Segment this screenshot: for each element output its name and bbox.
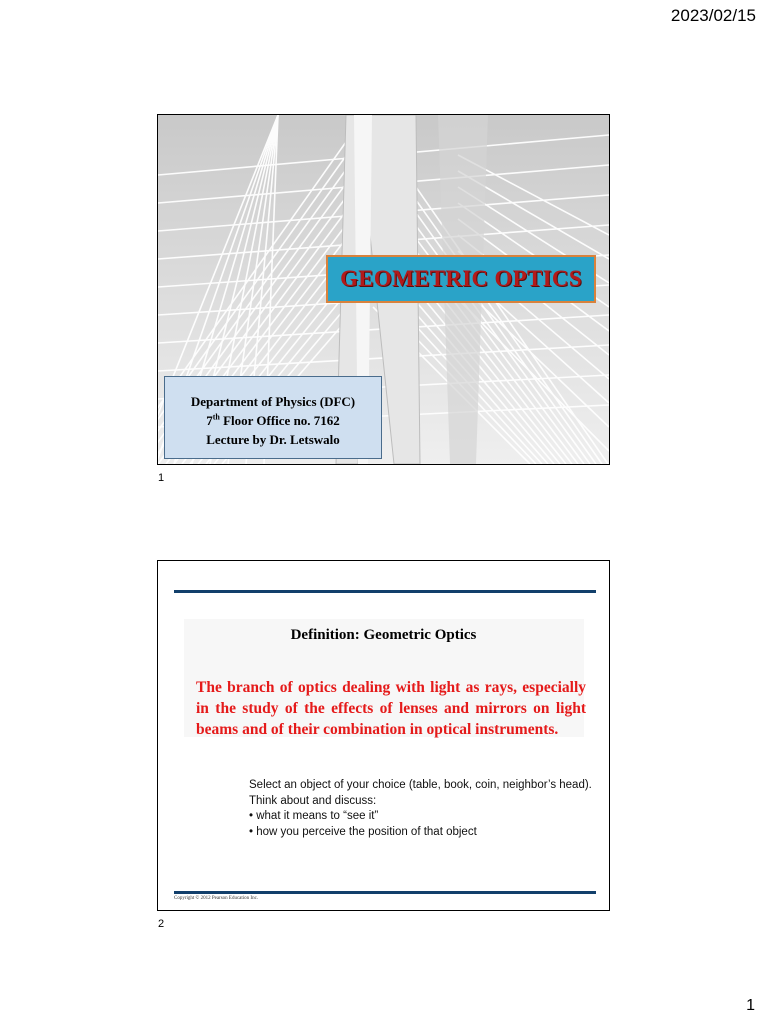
top-rule xyxy=(174,590,596,593)
prompt-bullet: • what it means to “see it” xyxy=(249,810,379,822)
slide-number-1: 1 xyxy=(158,472,165,484)
copyright-notice: Copyright © 2012 Pearson Education Inc. xyxy=(174,896,259,901)
definition-text: The branch of optics dealing with light as rays, especially in the study of the effects of lenses and mirrors on light beams and of their combination in optical instruments. xyxy=(196,679,586,738)
prompt-bullet: • how you perceive the position of that object xyxy=(249,825,477,838)
slide-2 xyxy=(157,560,610,911)
page-number: 1 xyxy=(746,997,755,1014)
lecturer-line: Lecture by Dr. Letswalo xyxy=(206,432,340,447)
print-date: 2023/02/15 xyxy=(670,6,756,25)
slide-number-2: 2 xyxy=(158,918,165,930)
slide-title-box xyxy=(326,255,596,303)
lecturer-info-box xyxy=(164,376,382,459)
department-line: Department of Physics (DFC) xyxy=(190,394,356,409)
slide-1 xyxy=(157,114,610,465)
bottom-rule xyxy=(174,891,596,894)
prompt-intro: Select an object of your choice (table, book, coin, neighbor’s head). Think about and discuss: xyxy=(249,779,592,807)
definition-heading: Definition: Geometric Optics xyxy=(290,627,477,643)
slide-title: GEOMETRIC OPTICS xyxy=(340,266,582,291)
discussion-prompt xyxy=(249,778,599,840)
office-line: 7th Floor Office no. 7162 xyxy=(206,412,340,428)
